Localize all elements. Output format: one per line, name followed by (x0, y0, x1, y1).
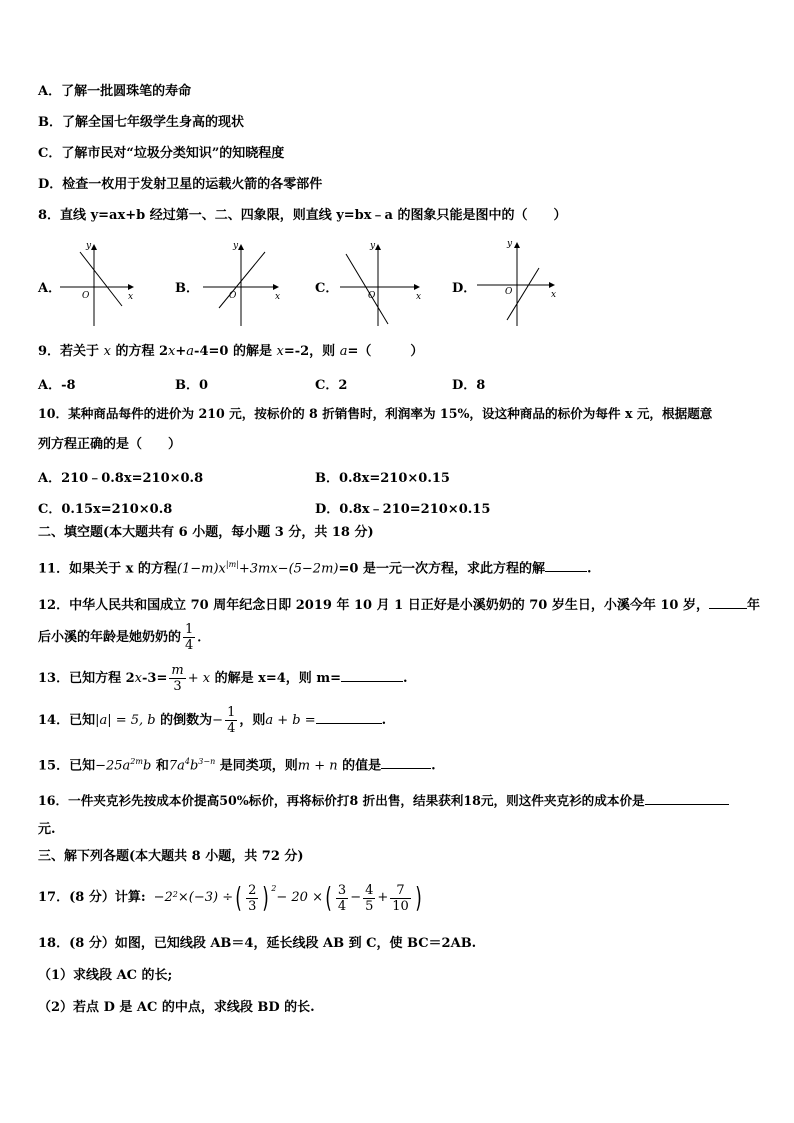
q8-graph-c-x-label: x (416, 292, 422, 302)
q8-graph-a-y-label: y (86, 241, 92, 251)
q7-option-d: D．检查一枚用于发射卫星的运载火箭的各零部件 (38, 177, 323, 192)
q9-option-d: D．8 (452, 378, 486, 393)
q8-graph-b-origin-label: O (229, 291, 237, 301)
q8-graph-c-y-label: y (370, 241, 376, 251)
q8-graph-d-origin-label: O (505, 287, 513, 297)
q10-stem-line1: 10．某种商品每件的进价为 210 元，按标价的 8 折销售时，利润率为 15%，设这种商品的标价为每件 x 元，根据题意 (38, 406, 713, 421)
section-3-heading: 三、解下列各题(本大题共 8 小题，共 72 分) (38, 849, 304, 864)
q9-option-c: C．2 (315, 378, 348, 393)
q9-stem: 9．若关于 x 的方程 2x+a-4=0 的解是 x=-2，则 a=（ ） (38, 344, 424, 359)
q8-label-b: B． (175, 281, 199, 296)
q13: 13．已知方程 2x-3= $\frac{m}{3}$ + x 的解是 x=4，则 m= . (38, 663, 408, 694)
q18-stem: 18．(8 分）如图，已知线段 AB＝4，延长线段 AB 到 C，使 BC＝2AB. (38, 936, 477, 951)
q8-graph-b-y-label: y (233, 241, 239, 251)
q10-option-c: C．0.15x=210×0.8 (38, 502, 173, 517)
q7-option-c: C．了解市民对“垃圾分类知识”的知晓程度 (38, 146, 285, 161)
q8-graph-b-x-label: x (275, 292, 281, 302)
q8-graph-d-y-label: y (507, 239, 513, 249)
q14: 14．已知|a| = 5, b 的倒数为− $\frac{1}{4}$ ，则a + b = . (38, 705, 387, 736)
q18-part-1: （1）求线段 AC 的长; (38, 968, 173, 983)
q15: 15．已知$-25a^{2m}b$ 和$7a^4b^{3-n}$ 是同类项，则m + n 的值是 . (38, 753, 436, 775)
q8-graph-a-origin-label: O (82, 291, 90, 301)
q8-graph-a (60, 240, 140, 330)
q16-line1: 16．一件夹克衫先按成本价提高50%标价，再将标价打8 折出售，结果获利18元，则这件夹克衫的成本价是 (38, 790, 729, 810)
q11: 11．如果关于 x 的方程$(1-m)x^{|m|}+3mx-(5-2m)=0$ 是一元一次方程，求此方程的解 . (38, 556, 591, 578)
q10-option-d: D．0.8x﹣210=210×0.15 (315, 502, 491, 517)
q10-option-b: B．0.8x=210×0.15 (315, 471, 450, 486)
q10-option-a: A．210﹣0.8x=210×0.8 (38, 471, 204, 486)
q12-line1: 12．中华人民共和国成立 70 周年纪念日即 2019 年 10 月 1 日正好是小溪奶奶的 70 岁生日，小溪今年 10 岁， 年 (38, 594, 760, 615)
q7-option-a: A．了解一批圆珠笔的寿命 (38, 84, 192, 99)
q18-part-2: （2）若点 D 是 AC 的中点，求线段 BD 的长. (38, 1000, 315, 1015)
q13-answer-blank[interactable] (341, 667, 403, 682)
q8-graph-d (477, 238, 562, 330)
section-2-heading: 二、填空题(本大题共有 6 小题，每小题 3 分，共 18 分) (38, 525, 374, 540)
q8-stem: 8．直线 y=ax+b 经过第一、二、四象限，则直线 y=bx﹣a 的图象只能是图中的（ ） (38, 208, 567, 223)
q8-graph-b (203, 240, 283, 330)
q16-answer-blank[interactable] (645, 790, 729, 805)
q9-option-a: A．-8 (38, 378, 76, 393)
q11-answer-blank[interactable] (545, 557, 587, 572)
q8-label-a: A． (38, 281, 62, 296)
q8-graph-c-origin-label: O (368, 291, 376, 301)
q8-graph-d-x-label: x (551, 290, 557, 300)
q17: 17．(8 分）计算: −2 $^2$ ×(−3) ÷ ( $\frac{2}{3}$ ) $^2$ − 20 × ( $\frac{3}{4}$ − $\frac{4}{5}$ + $\frac{7}{10}$ ) (38, 881, 422, 914)
q10-stem-line2: 列方程正确的是（ ） (38, 437, 182, 452)
q14-answer-blank[interactable] (316, 709, 382, 724)
q8-graph-a-x-label: x (128, 292, 134, 302)
q8-label-c: C． (315, 281, 339, 296)
q12-answer-blank[interactable] (709, 594, 747, 609)
q7-option-b: B．了解全国七年级学生身高的现状 (38, 115, 244, 130)
q15-answer-blank[interactable] (381, 754, 431, 769)
q12-line2: 后小溪的年龄是她奶奶的 $\frac{1}{4}$ ． (38, 622, 211, 653)
q16-line2: 元. (38, 822, 56, 837)
q8-graph-c (340, 240, 425, 330)
q8-label-d: D． (452, 281, 477, 296)
q9-option-b: B．0 (175, 378, 209, 393)
